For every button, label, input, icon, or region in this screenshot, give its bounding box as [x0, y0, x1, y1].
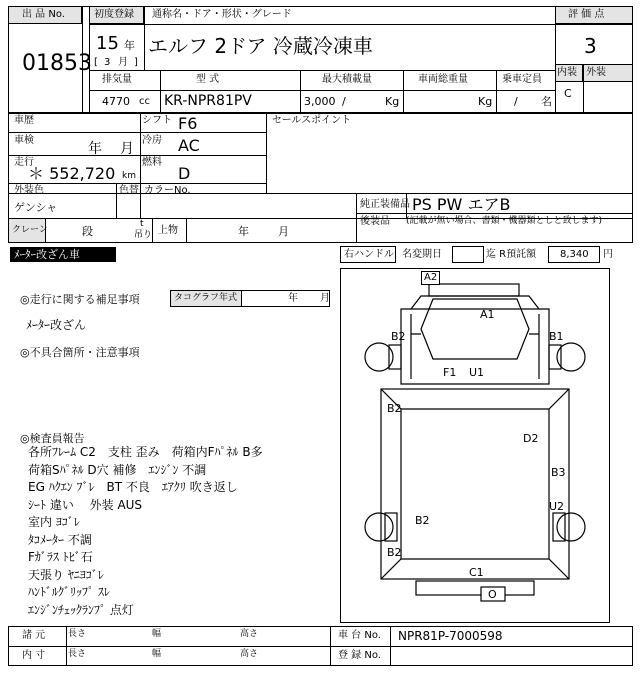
name-label: 通称名・ドア・形状・グレード [152, 9, 292, 20]
capacity-unit: 名 [541, 95, 552, 108]
report-line: ｴﾝｼﾞﾝﾁｪｯｸﾗﾝﾌﾟ 点灯 [28, 602, 134, 617]
r-unit: 円 [603, 249, 613, 260]
crane-label: クレーン [12, 225, 48, 235]
report-line: ｼｰﾄ 違い 外装 AUS [28, 497, 143, 512]
divider [8, 646, 633, 647]
report-line: 荷箱Sﾊﾟﾈﾙ D穴 補修 ｴﾝｼﾞﾝ 不調 [28, 462, 207, 477]
equipment-value: PS PW エアB [412, 195, 511, 214]
inspection-month: 月 [120, 141, 134, 157]
mark-b1: B1 [549, 330, 564, 343]
r-label: 迄 R預託額 [486, 249, 537, 260]
report-line: ﾊﾝﾄﾞﾙｸﾞﾘｯﾌﾟ ｽﾚ [28, 585, 110, 599]
mark-b2-side: B2 [387, 402, 402, 415]
selling-points-label: セールスポイント [272, 115, 352, 126]
divider [356, 213, 633, 214]
width-label-2: 幅 [152, 649, 162, 659]
color-code-label: 色替 [119, 185, 139, 196]
score-value: 3 [584, 34, 597, 58]
aircon-value: AC [178, 136, 200, 155]
aircon-label: 冷房 [142, 135, 162, 146]
fuel-value: D [178, 164, 191, 183]
divider [152, 218, 153, 243]
mark-b3: B3 [551, 466, 566, 479]
divider [89, 90, 555, 91]
lot-number: 01853 [22, 51, 92, 76]
divider [144, 6, 145, 70]
mark-b2-rear2: B2 [387, 546, 402, 559]
odometer-banner: ﾒｰﾀｰ改ざん車 [14, 248, 80, 261]
spec-label: 諸 元 [22, 630, 46, 641]
divider [8, 155, 266, 156]
mark-b2-front: B2 [391, 330, 406, 343]
aftermarket-label: 後装品 [360, 216, 390, 227]
mark-u1: U1 [469, 366, 485, 379]
year-unit: 年 [124, 39, 135, 52]
divider [300, 70, 301, 113]
width-label-1: 幅 [152, 629, 162, 639]
reg-label: 初度登録 [94, 9, 134, 20]
divider [116, 183, 117, 218]
driving-note: ﾒｰﾀｰ改ざん [26, 318, 87, 332]
divider [186, 218, 187, 243]
kg-unit-2: Kg [478, 95, 493, 108]
divider [390, 626, 391, 666]
mark-a1: A1 [480, 308, 495, 321]
divider [8, 183, 266, 184]
mark-c1: C1 [469, 566, 484, 579]
score-label: 評 価 点 [568, 9, 605, 20]
defects-label: ◎不具合箇所・注意事項 [20, 346, 140, 359]
car-name: エルフ 2ドア 冷蔵冷凍車 [148, 34, 373, 58]
divider [266, 113, 267, 193]
dims-label: 内 寸 [22, 650, 46, 661]
upper-label: 上物 [158, 225, 178, 236]
capacity-value: / [514, 95, 518, 108]
divider [8, 132, 266, 133]
divider [330, 626, 331, 666]
max-load-value: 3,000 [304, 95, 336, 108]
shift-label: シフト [142, 115, 172, 126]
model-label: 型 式 [196, 74, 220, 85]
chassis-label: 車 台 No. [338, 630, 381, 641]
interior-grade: C [564, 87, 572, 100]
inspector-report [28, 446, 338, 621]
upper-year: 年 [238, 225, 249, 238]
equipment-label: 純正装備品 [360, 199, 410, 210]
kg-unit-1: Kg [385, 95, 400, 108]
reg-month: 3 [104, 57, 111, 68]
crane-hang: 吊り [134, 230, 153, 240]
r-value: 8,340 [560, 249, 589, 260]
divider [496, 70, 497, 113]
crane-ton: t [140, 219, 144, 229]
inspector-label: ◎検査員報告 [20, 432, 85, 445]
mark-f1: F1 [443, 366, 457, 379]
name-change-box [452, 246, 484, 263]
divider [555, 6, 556, 113]
bracket-close: ] [134, 57, 138, 68]
driving-label: ◎走行に関する補足事項 [20, 293, 140, 306]
length-label-1: 長さ [68, 629, 87, 639]
height-label-1: 高さ [240, 629, 259, 639]
divider [356, 193, 357, 243]
divider [66, 626, 67, 666]
chassis-no: NPR81P-7000598 [398, 629, 503, 643]
model-value: KR-NPR81PV [164, 93, 252, 109]
report-line: Fｶﾞﾗｽ ﾄﾋﾞ石 [28, 550, 93, 564]
divider [89, 24, 633, 25]
bracket-open: [ [94, 57, 98, 68]
divider [140, 183, 141, 218]
divider [583, 82, 584, 113]
slash: / [342, 95, 346, 108]
aftermarket-note: (記載が無い場合、書類・機器類としと致します) [406, 216, 603, 226]
truck-diagram [340, 268, 610, 623]
max-load-label: 最大積載量 [322, 74, 372, 85]
upper-month: 月 [278, 225, 289, 238]
tacho-month: 月 [320, 293, 330, 304]
color-no-label: カラーNo. [144, 185, 191, 196]
mark-d2: D2 [523, 432, 539, 445]
report-line: ﾀｺﾒｰﾀｰ 不調 [28, 532, 92, 547]
color-label: 外装色 [14, 185, 44, 196]
divider [89, 70, 555, 71]
name-change-label: 名変期日 [402, 249, 442, 260]
length-label-2: 長さ [68, 649, 87, 659]
reg-year: 15 [96, 33, 119, 54]
inspection-label: 車検 [14, 135, 34, 146]
gross-label: 車両総重量 [418, 74, 468, 85]
shift-value: F6 [178, 114, 198, 133]
crane-stage: 段 [82, 225, 93, 238]
displacement-value: 4770 [102, 95, 130, 108]
displacement-label: 排気量 [102, 74, 132, 85]
mileage-label: 走行 [14, 157, 34, 168]
registration-label: 登 録 No. [338, 650, 381, 661]
height-label-2: 高さ [240, 649, 259, 659]
report-line: 各所ﾌﾚｰﾑ C2 支柱 歪み 荷箱内Fﾊﾟﾈﾙ B多 [28, 445, 263, 459]
mark-u2: U2 [549, 500, 565, 513]
mark-b2-rear1: B2 [415, 514, 430, 527]
divider [160, 70, 161, 113]
tacho-year: 年 [288, 293, 298, 304]
divider [8, 193, 633, 194]
inspection-year: 年 [88, 141, 102, 157]
exterior-label: 外装 [586, 67, 606, 78]
divider [140, 113, 141, 193]
tacho-label: タコグラフ年式 [174, 293, 238, 303]
mark-o: O [488, 588, 497, 601]
report-line: 天張り ﾔﾆﾖｺﾞﾚ [28, 567, 104, 582]
mark-a2: A2 [421, 271, 440, 285]
history-label: 車歴 [14, 115, 34, 126]
report-line: EG ﾊｸｴﾝ ﾌﾞﾚ BT 不良 ｴｱｸﾘ 吹き返し [28, 480, 238, 494]
month-unit: 月 [118, 57, 128, 68]
interior-label: 内装 [557, 67, 577, 78]
steering-label: 右ハンドル [344, 249, 394, 260]
fuel-label: 燃料 [142, 157, 162, 168]
mileage-unit: km [122, 171, 136, 181]
divider [403, 70, 404, 113]
mileage-value: ＊ 552,720 [28, 164, 116, 183]
displacement-unit: cc [139, 96, 150, 107]
report-line: 室内 ﾖｺﾞﾚ [28, 515, 80, 529]
capacity-label: 乗車定員 [502, 74, 542, 85]
color-value: ゲンシャ [14, 201, 58, 214]
lot-label: 出 品 No. [22, 9, 65, 20]
